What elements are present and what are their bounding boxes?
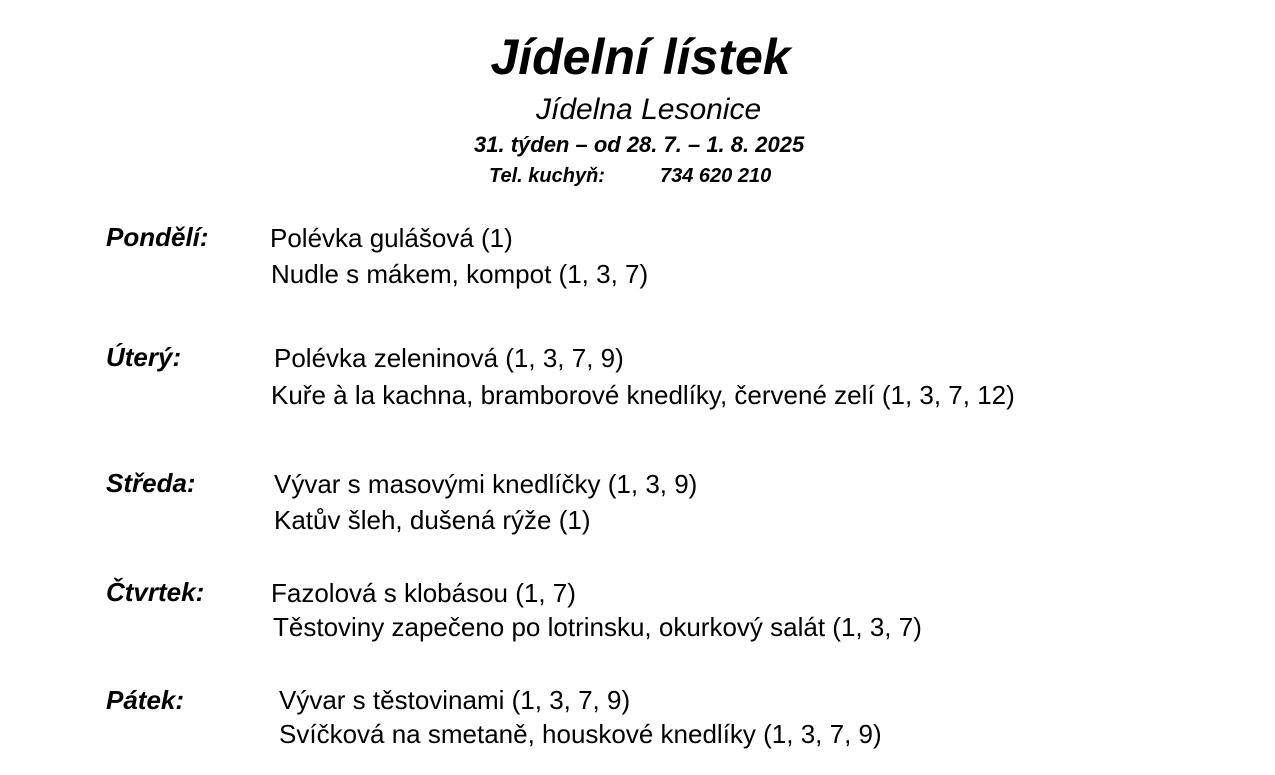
soup-friday: Vývar s těstovinami (1, 3, 7, 9) <box>279 685 631 715</box>
day-label-tuesday: Úterý: <box>106 342 182 372</box>
soup-wednesday: Vývar s masovými knedlíčky (1, 3, 9) <box>274 469 698 499</box>
day-label-monday: Pondělí: <box>106 222 209 252</box>
soup-tuesday: Polévka zeleninová (1, 3, 7, 9) <box>274 343 624 373</box>
day-label-friday: Pátek: <box>106 685 185 715</box>
page-title <box>0 28 1275 86</box>
soup-thursday: Fazolová s klobásou (1, 7) <box>271 578 576 608</box>
main-dish-thursday: Těstoviny zapečeno po lotrinsku, okurkový salát (1, 3, 7) <box>273 612 922 642</box>
main-dish-tuesday: Kuře à la kachna, bramborové knedlíky, červené zelí (1, 3, 7, 12) <box>271 380 1015 410</box>
main-dish-wednesday: Katův šleh, dušená rýže (1) <box>274 505 591 535</box>
page-title-text: Jídelní lístek <box>490 29 791 85</box>
main-dish-friday: Svíčková na smetaně, houskové knedlíky (1, 3, 7, 9) <box>279 719 882 749</box>
day-label-thursday: Čtvrtek: <box>106 577 205 607</box>
kitchen-phone-number: 734 620 210 <box>660 165 772 187</box>
day-label-wednesday: Středa: <box>106 468 196 498</box>
canteen-name: Jídelna Lesonice <box>536 93 762 126</box>
soup-monday: Polévka gulášová (1) <box>270 223 513 253</box>
week-range: 31. týden – od 28. 7. – 1. 8. 2025 <box>474 132 805 157</box>
main-dish-monday: Nudle s mákem, kompot (1, 3, 7) <box>271 259 649 289</box>
kitchen-phone-label: Tel. kuchyň: <box>489 165 605 187</box>
